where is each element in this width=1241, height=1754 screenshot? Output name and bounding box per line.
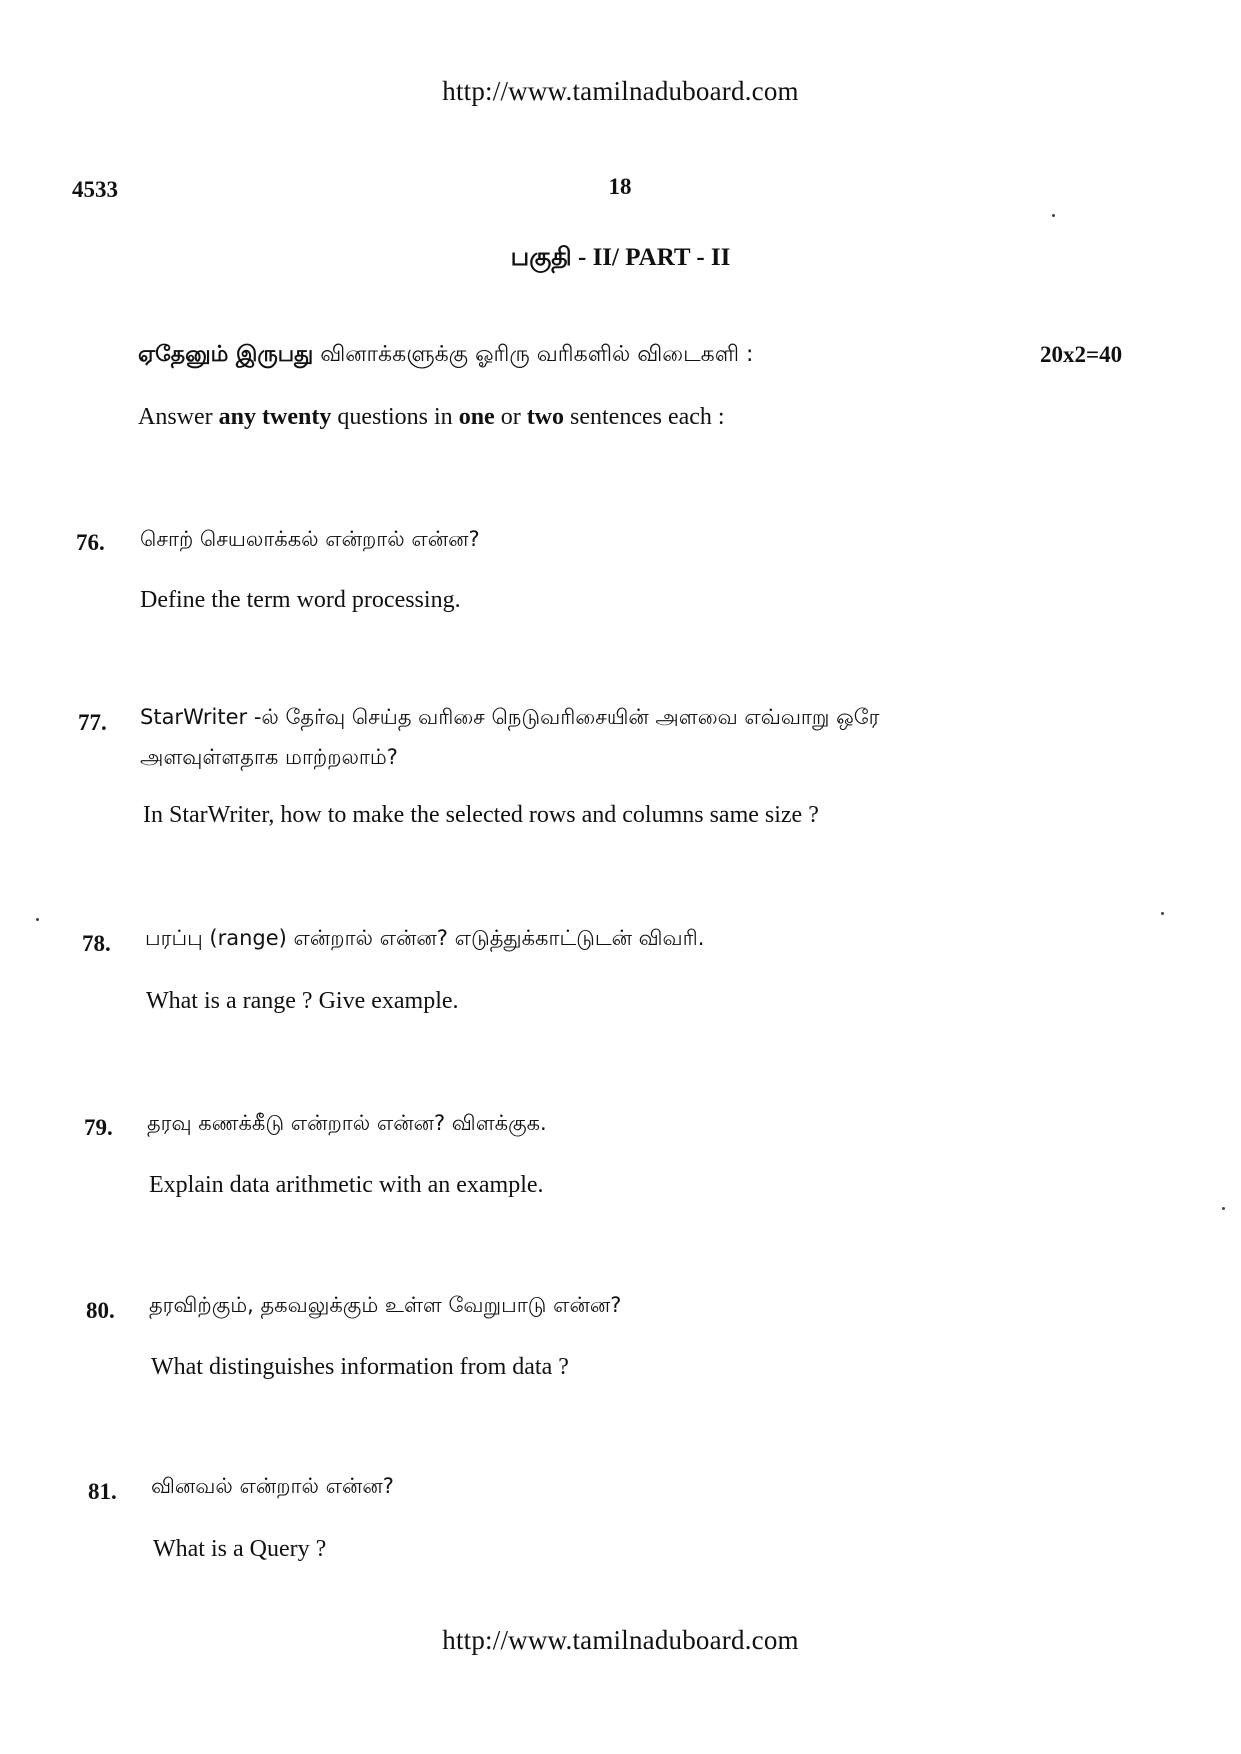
question-tamil <box>140 697 1140 777</box>
question-tamil: சொற் செயலாக்கல் என்றால் என்ன? <box>140 527 480 551</box>
question-number: 76. <box>76 530 105 555</box>
question-tamil: பரப்பு (range) என்றால் என்ன? எடுத்துக்காட்டுடன் விவரி. <box>145 926 705 950</box>
part-heading: பகுதி - II/ PART - II <box>510 244 731 271</box>
question-english: Explain data arithmetic with an example. <box>149 1172 544 1198</box>
question-english: Define the term word processing. <box>140 587 461 613</box>
scan-speck <box>1052 214 1055 217</box>
question-english: In StarWriter, how to make the selected rows and columns same size ? <box>143 802 819 828</box>
page-number: 18 <box>608 174 632 199</box>
scan-speck <box>1222 1207 1225 1210</box>
question-tamil: தரவு கணக்கீடு என்றால் என்ன? விளக்குக. <box>147 1111 547 1135</box>
instruction-tamil <box>138 342 753 370</box>
question-tamil: வினவல் என்றால் என்ன? <box>151 1474 394 1498</box>
question-tamil-line: StarWriter -ல் தேர்வு செய்த வரிசை நெடுவரிசையின் அளவை எவ்வாறு ஒரே <box>140 705 880 729</box>
header-url: http://www.tamilnaduboard.com <box>442 76 799 106</box>
scan-speck <box>1161 912 1164 915</box>
question-tamil-line: அளவுள்ளதாக மாற்றலாம்? <box>140 745 398 769</box>
footer-url: http://www.tamilnaduboard.com <box>442 1625 799 1655</box>
instruction-tamil-rest: வினாக்களுக்கு ஓரிரு வரிகளில் விடைகளி : <box>313 342 754 367</box>
instruction-english <box>138 404 725 431</box>
question-number: 81. <box>88 1479 117 1504</box>
question-tamil: தரவிற்கும், தகவலுக்கும் உள்ள வேறுபாடு என்ன? <box>149 1293 622 1317</box>
instruction-english-twenty: twenty <box>262 404 332 430</box>
marks-allocation: 20x2=40 <box>1040 342 1123 367</box>
instruction-tamil-bold: ஏதேனும் இருபது <box>138 342 314 367</box>
instruction-english-part: questions in <box>331 404 459 430</box>
instruction-english-part: or <box>494 404 527 430</box>
paper-code: 4533 <box>72 177 118 202</box>
question-number: 80. <box>86 1298 115 1323</box>
instruction-english-one: one <box>458 404 495 430</box>
instruction-english-part: Answer <box>138 404 219 430</box>
question-number: 79. <box>84 1115 113 1140</box>
question-number: 78. <box>82 931 111 956</box>
question-english: What is a Query ? <box>153 1536 327 1562</box>
instruction-english-any: any <box>218 404 257 430</box>
question-english: What is a range ? Give example. <box>146 988 459 1014</box>
question-number: 77. <box>78 710 107 735</box>
question-english: What distinguishes information from data ? <box>151 1354 569 1380</box>
instruction-english-two: two <box>526 404 565 430</box>
scan-speck <box>36 918 39 921</box>
instruction-english-part: sentences each : <box>564 404 725 430</box>
